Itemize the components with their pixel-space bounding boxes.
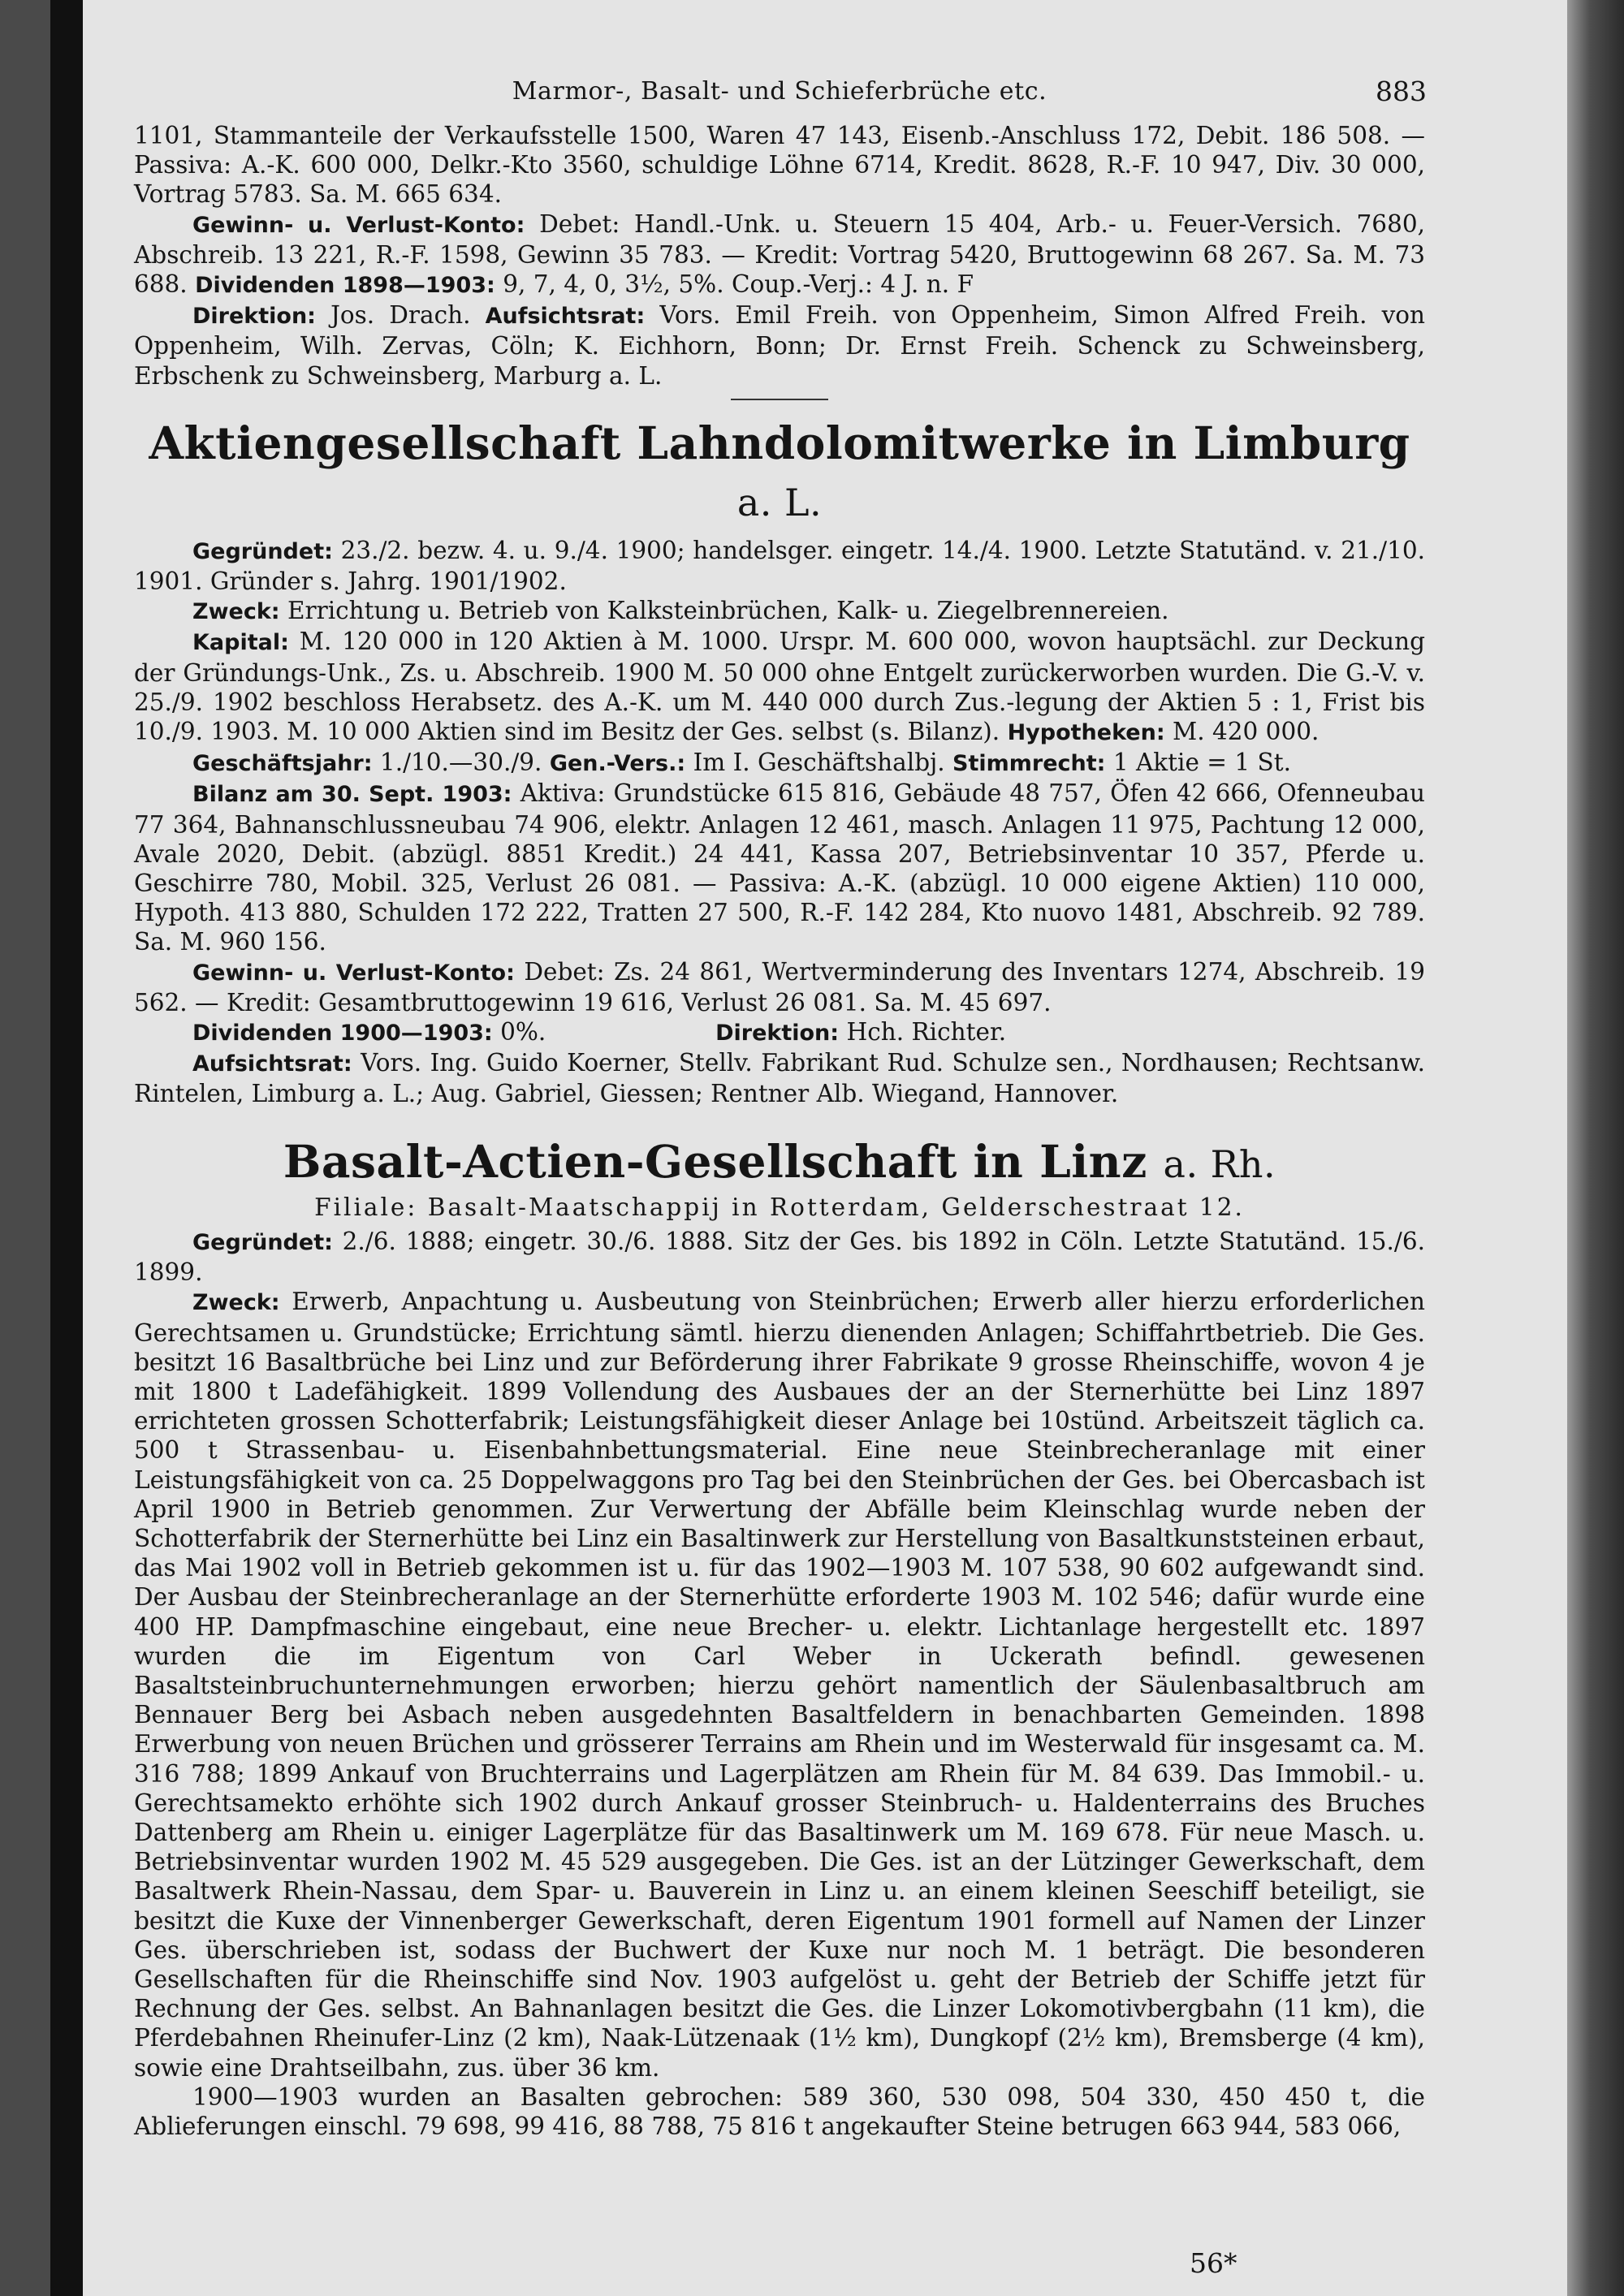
profit-loss-paragraph	[134, 957, 1425, 1017]
capital-paragraph	[134, 627, 1425, 748]
page-number: 883	[1376, 76, 1427, 107]
running-head-title: Marmor-, Basalt- und Schieferbrüche etc.	[512, 77, 1047, 106]
label-geschaeftsjahr: Geschäftsjahr:	[192, 751, 373, 777]
entry-lahndolomitwerke	[134, 415, 1425, 1109]
mortgage-text: M. 420 000.	[1173, 718, 1320, 746]
stimmrecht-text: 1 Aktie = 1 St.	[1112, 749, 1291, 777]
board-text: Vors. Ing. Guido Koerner, Stellv. Fabrikant Rud. Schulze sen., Nordhausen; Rechtsanw. Rintelen, Limburg a. L.; Aug. Gabriel, Giessen; Rentner Alb. Wiegand, Hannover.	[134, 1049, 1425, 1108]
founded-paragraph	[134, 1227, 1425, 1287]
label-gen-vers: Gen.-Vers.:	[549, 751, 686, 777]
label-gegruendet: Gegründet:	[192, 1229, 333, 1255]
fiscal-paragraph	[134, 748, 1425, 779]
prev-dividends-text: 9, 7, 4, 0, 3½, 5%. Coup.-Verj.: 4 J. n. F	[503, 270, 974, 299]
prev-profit-loss-paragraph	[134, 209, 1425, 301]
capital-text: M. 120 000 in 120 Aktien à M. 1000. Urspr. M. 600 000, wovon hauptsächl. zur Deckung der Gründungs-Unk., Zs. u. Abschreib. 1900 M. 50 000 ohne Entgelt zurückerworben wurden. Die G.-V. v. 25./9. 1902 beschloss Herabsetz. des A.-K. um M. 440 000 durch Zus.-legung der Aktien 5 : 1, Frist bis 10./9. 1903. M. 10 000 Aktien sind im Besitz der Ges. selbst (s. Bilanz).	[134, 628, 1425, 746]
board-paragraph	[134, 1048, 1425, 1108]
entry-basalt-linz	[134, 1133, 1425, 2142]
branch-line: Filiale: Basalt-Maatschappij in Rotterdam, Gelderschestraat 12.	[314, 1193, 1245, 1221]
gen-vers-text: Im I. Geschäftshalbj.	[693, 749, 945, 777]
label-dividenden: Dividenden 1900—1903:	[192, 1021, 493, 1047]
entry-title-text: Aktiengesellschaft Lahndolomitwerke in Limburg	[149, 416, 1410, 469]
prev-aufsichtsrat-text: Vors. Emil Freih. von Oppenheim, Simon Alfred Freih. von Oppenheim, Wilh. Zervas, Cöln; K. Eichhorn, Bonn; Dr. Ernst Freih. Schenck zu Schweinsberg, Erbschenk zu Schweinsberg, Marburg a. L.	[134, 301, 1425, 390]
direktion-text: Hch. Richter.	[846, 1018, 1007, 1047]
label-gewinn-verlust: Gewinn- u. Verlust-Konto:	[192, 212, 525, 238]
founded-text: 23./2. bezw. 4. u. 9./4. 1900; handelsger. eingetr. 14./4. 1900. Letzte Statutänd. v. 21./10. 1901. Gründer s. Jahrg. 1901/1902.	[134, 536, 1425, 596]
label-gewinn-verlust: Gewinn- u. Verlust-Konto:	[192, 960, 515, 986]
label-direktion: Direktion:	[192, 304, 316, 330]
entry-title-suffix: a. L.	[736, 480, 823, 524]
label-gegruendet: Gegründet:	[192, 538, 333, 564]
running-head	[134, 77, 1425, 113]
prev-direktion-text: Jos. Drach.	[330, 301, 471, 330]
profit-loss-text: Debet: Zs. 24 861, Wertverminderung des Inventars 1274, Abschreib. 19 562. — Kredit: Gesamtbruttogewinn 19 616, Verlust 26 081. Sa. M. 45 697.	[134, 957, 1425, 1016]
purpose-paragraph	[134, 1287, 1425, 2082]
prev-balance-paragraph: 1101, Stammanteile der Verkaufsstelle 1500, Waren 47 143, Eisenb.-Anschluss 172, Debit. 186 508. — Passiva: A.-K. 600 000, Delkr.-Kto 3560, schuldige Löhne 6714, Kredit. 8628, R.-F. 10 947, Div. 30 000, Vortrag 5783. Sa. M. 665 634.	[134, 122, 1425, 209]
dividends-text: 0%.	[500, 1018, 546, 1047]
label-stimmrecht: Stimmrecht:	[952, 751, 1106, 777]
purpose-text: Errichtung u. Betrieb von Kalksteinbrüchen, Kalk- u. Ziegelbrennereien.	[287, 597, 1169, 625]
prev-profit-loss-text: Debet: Handl.-Unk. u. Steuern 15 404, Arb.- u. Feuer-Versich. 7680, Abschreib. 13 221, R.-F. 1598, Gewinn 35 783. — Kredit: Vortrag 5420, Bruttogewinn 68 267. Sa. M. 73 688.	[134, 209, 1425, 299]
entry-title	[134, 1133, 1425, 1193]
label-kapital: Kapital:	[192, 630, 289, 656]
book-gutter	[50, 0, 83, 2296]
label-bilanz: Bilanz am 30. Sept. 1903:	[192, 782, 512, 808]
label-direktion: Direktion:	[715, 1021, 840, 1047]
sheet-signature: 56*	[1190, 2247, 1237, 2279]
founded-text: 2./6. 1888; eingetr. 30./6. 1888. Sitz der Ges. bis 1892 in Cöln. Letzte Statutänd. 15./6. 1899.	[134, 1227, 1425, 1287]
book-spine-shadow	[0, 0, 50, 2296]
label-aufsichtsrat: Aufsichtsrat:	[485, 304, 646, 330]
founded-paragraph	[134, 536, 1425, 596]
page-edge-right	[1567, 0, 1624, 2296]
entry-title-text: Basalt-Actien-Gesellschaft in Linz	[283, 1134, 1147, 1188]
balance-paragraph	[134, 779, 1425, 956]
production-paragraph: 1900—1903 wurden an Basalten gebrochen: 589 360, 530 098, 504 330, 450 450 t, die Ablieferungen einschl. 79 698, 99 416, 88 788, 75 816 t angekaufter Steine betrugen 663 944, 583 066,	[134, 2082, 1425, 2140]
label-dividenden: Dividenden 1898—1903:	[195, 273, 495, 299]
label-zweck: Zweck:	[192, 1290, 280, 1316]
label-zweck: Zweck:	[192, 599, 280, 625]
label-hypotheken: Hypotheken:	[1007, 720, 1165, 746]
purpose-text: Erwerb, Anpachtung u. Ausbeutung von Steinbrüchen; Erwerb aller hierzu erforderlichen Gerechtsamen u. Grundstücke; Errichtung sämtl. hierzu dienenden Anlagen; Schiffahrtbetrieb. Die Ges. besitzt 16 Basaltbrüche bei Linz und zur Beförderung ihrer Fabrikate 9 grosse Rheinschiffe, wovon 4 je mit 1800 t Ladefähigkeit. 1899 Vollendung des Ausbaues der an der Sternerhütte bei Linz 1897 errichteten grossen Schotterfabrik; Leistungsfähigkeit dieser Anlage bei 10stünd. Arbeitszeit täglich ca. 500 t Strassenbau- u. Eisenbahnbettungsmaterial. Eine neue Steinbrecheranlage mit einer Leistungsfähigkeit von ca. 25 Doppelwaggons pro Tag bei den Steinbrüchen der Ges. bei Obercasbach ist April 1900 in Betrieb genommen. Zur Verwertung der Abfälle beim Kleinschlag wurde neben der Schotterfabrik der Sternerhütte bei Linz ein Basaltinwerk zur Herstellung von Basaltkunststeinen erbaut, das Mai 1902 voll in Betrieb gekommen ist u. für das 1902—1903 M. 107 538, 90 602 aufgewandt sind. Der Ausbau der Steinbrecheranlage an der Sternerhütte erforderte 1903 M. 102 546; dafür wurde eine 400 HP. Dampfmaschine eingebaut, eine neue Brecher- u. elektr. Lichtanlage hergestellt etc. 1897 wurden die im Eigentum von Carl Weber in Uckerath befindl. gewesenen Basaltsteinbruchunternehmungen erworben; hierzu gehört namentlich der Säulenbasaltbruch am Bennauer Berg bei Asbach neben ausgedehnten Basaltfeldern in benachbarten Gemeinden. 1898 Erwerbung von neuen Brüchen und grösserer Terrains am Rhein und im Westerwald für insgesamt ca. M. 316 788; 1899 Ankauf von Bruchterrains und Lagerplätzen am Rhein für M. 84 639. Das Immobil.- u. Gerechtsamekto erhöhte sich 1902 durch Ankauf grosser Steinbruch- u. Haldenterrains des Bruches Dattenberg am Rhein u. einiger Lagerplätze für das Basaltinwerk um M. 169 678. Für neue Masch. u. Betriebsinventar wurden 1902 M. 45 529 ausgegeben. Die Ges. ist an der Lützinger Gewerkschaft, dem Basaltwerk Rhein-Nassau, dem Spar- u. Bauverein in Linz u. an einem kleinen Seeschiff beteiligt, sie besitzt die Kuxe der Vinnenberger Gewerkschaft, deren Eigentum 1901 formell auf Namen der Linzer Ges. überschrieben ist, sodass der Buchwert der Kuxe nur noch M. 1 beträgt. Die besonderen Gesellschaften für die Rheinschiffe sind Nov. 1903 aufgelöst u. geht der Betrieb der Schiffe jetzt für Rechnung der Ges. selbst. An Bahnanlagen besitzt die Ges. die Linzer Lokomotivbergbahn (11 km), die Pferdebahnen Rheinufer-Linz (2 km), Naak-Lützenaak (1½ km), Dungkopf (2½ km), Bremsberge (4 km), sowie eine Drahtseilbahn, zus. über 36 km.	[134, 1288, 1425, 2082]
previous-entry	[134, 121, 1425, 391]
section-divider	[731, 399, 828, 400]
balance-text: Aktiva: Grundstücke 615 816, Gebäude 48 757, Öfen 42 666, Ofenneubau 77 364, Bahnanschlussneubau 74 906, elektr. Anlagen 12 461, masch. Anlagen 11 975, Pachtung 12 000, Avale 2020, Debit. (abzügl. 8851 Kredit.) 24 441, Kassa 207, Betriebsinventar 10 357, Pferde u. Geschirre 780, Mobil. 325, Verlust 26 081. — Passiva: A.-K. (abzügl. 10 000 eigene Aktien) 110 000, Hypoth. 413 880, Schulden 172 222, Tratten 27 500, R.-F. 142 284, Kto nuovo 1481, Abschreib. 92 789. Sa. M. 960 156.	[134, 779, 1425, 956]
label-aufsichtsrat: Aufsichtsrat:	[192, 1051, 352, 1077]
entry-title-suffix: a. Rh.	[1163, 1142, 1276, 1186]
prev-board-paragraph	[134, 300, 1425, 391]
dividends-paragraph	[134, 1017, 1425, 1048]
purpose-paragraph	[134, 596, 1425, 627]
entry-title	[134, 415, 1425, 531]
fiscal-year-text: 1./10.—30./9.	[379, 749, 542, 777]
page-content	[134, 77, 1425, 2141]
